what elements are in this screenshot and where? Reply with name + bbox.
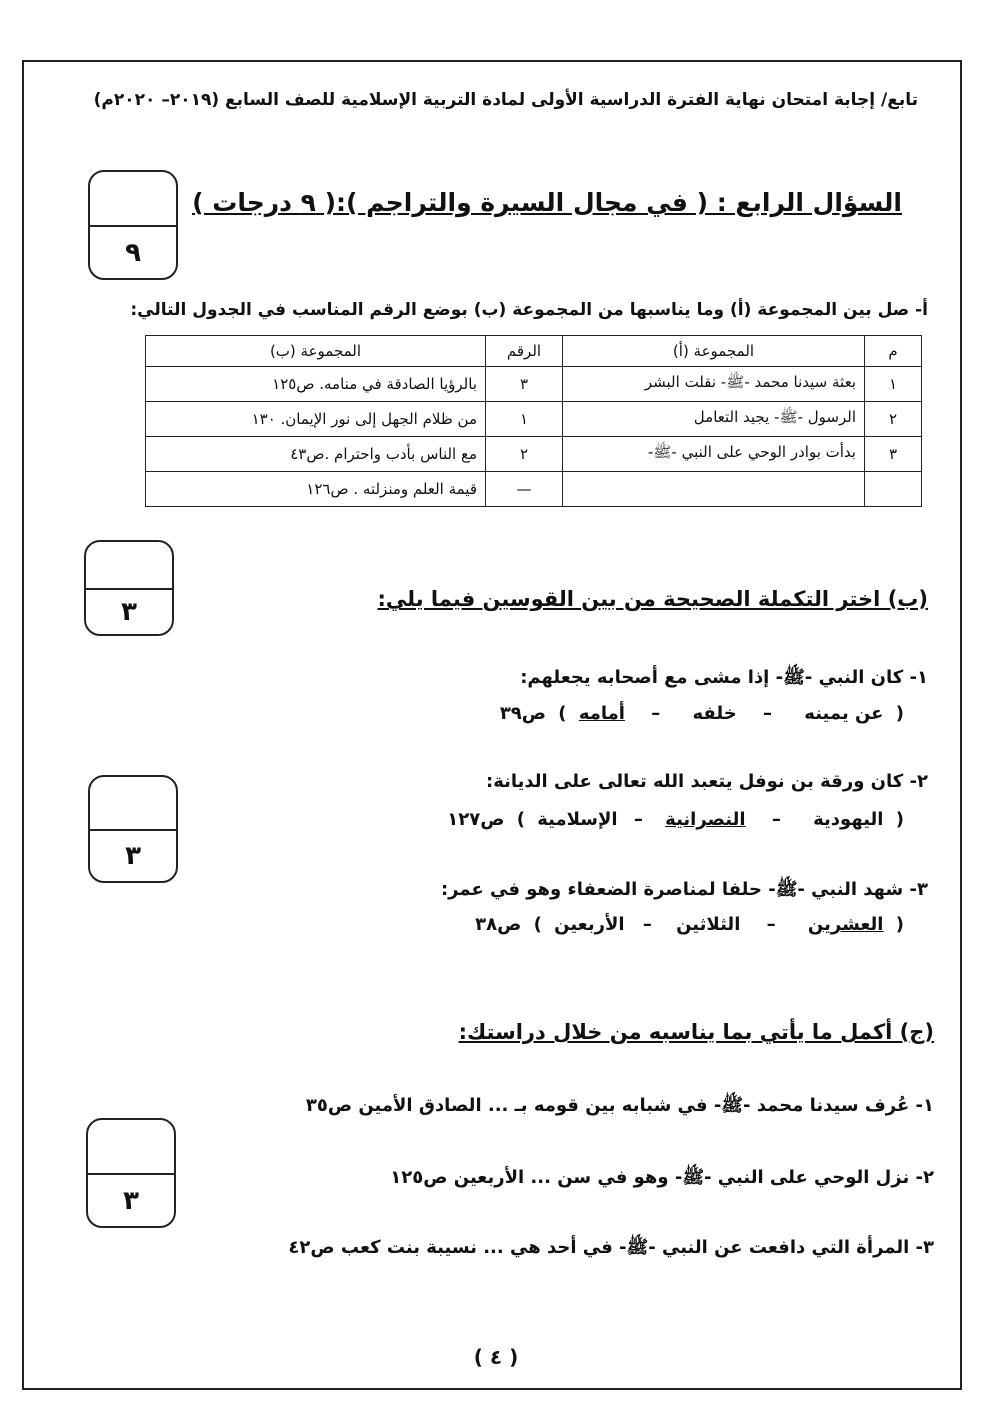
group-a-cell: بعثة سيدنا محمد -ﷺ- نقلت البشر — [563, 367, 865, 402]
option: عن يمينه — [804, 703, 884, 724]
score-box-part-b — [84, 540, 174, 636]
header-group-a: المجموعة (أ) — [563, 336, 865, 367]
page-ref: ص٣٩ — [499, 703, 547, 724]
option-correct: النصرانية — [665, 809, 746, 830]
part-b-options-1: ( عن يمينه – خلفه – أمامه ) ص٣٩ — [499, 703, 904, 724]
group-a-cell: الرسول -ﷺ- يجيد التعامل — [563, 402, 865, 437]
row-index: ١ — [865, 367, 922, 402]
group-b-cell: بالرؤيا الصادقة في منامه. ص١٢٥ — [146, 367, 486, 402]
question-4-title: السؤال الرابع : ( في مجال السيرة والتراجم ):( ٩ درجات ) — [192, 188, 902, 217]
group-b-cell: قيمة العلم ومنزلته . ص١٢٦ — [146, 472, 486, 507]
part-b-question-1: ١- كان النبي -ﷺ- إذا مشى مع أصحابه يجعلهم: — [520, 667, 928, 688]
part-c-item-3: ٣- المرأة التي دافعت عن النبي -ﷺ- في أحد هي ... نسيبة بنت كعب ص٤٢ — [288, 1237, 934, 1258]
option-correct: أمامه — [578, 703, 625, 724]
table-row — [146, 437, 922, 472]
header-group-b: المجموعة (ب) — [146, 336, 486, 367]
part-b-options-2: ( اليهودية – النصرانية – الإسلامية ) ص١٢٧ — [447, 809, 904, 830]
table-row — [146, 402, 922, 437]
part-a-instruction: أ- صل بين المجموعة (أ) وما يناسبها من المجموعة (ب) بوضع الرقم المناسب في الجدول التالي: — [130, 300, 928, 320]
row-index: ٣ — [865, 437, 922, 472]
header-number: الرقم — [486, 336, 563, 367]
option: الثلاثين — [676, 914, 741, 935]
number-cell: — — [486, 472, 563, 507]
group-b-cell: من ظلام الجهل إلى نور الإيمان. ١٣٠ — [146, 402, 486, 437]
option: الأربعين — [554, 914, 625, 935]
score-value: ٩ — [125, 237, 141, 268]
page-header: تابع/ إجابة امتحان نهاية الفترة الدراسية الأولى لمادة التربية الإسلامية للصف السابع (٢٠١٩– ٢٠٢٠م) — [93, 90, 918, 110]
number-cell: ٣ — [486, 367, 563, 402]
row-index: ٢ — [865, 402, 922, 437]
table-header-row — [146, 336, 922, 367]
score-value: ٣ — [123, 1185, 139, 1216]
score-box-question-4 — [88, 170, 178, 280]
part-c-item-2: ٢- نزل الوحي على النبي -ﷺ- وهو في سن ... الأربعين ص١٢٥ — [390, 1167, 934, 1188]
page-number: ( ٤ ) — [473, 1345, 519, 1369]
page-ref: ص٣٨ — [475, 914, 522, 935]
header-m: م — [865, 336, 922, 367]
row-index — [865, 472, 922, 507]
part-b-question-3: ٣- شهد النبي -ﷺ- حلفا لمناصرة الضعفاء وهو في عمر: — [440, 879, 928, 900]
part-b-question-2: ٢- كان ورقة بن نوفل يتعبد الله تعالى على الديانة: — [486, 771, 928, 792]
option: خلفه — [692, 703, 737, 724]
score-value: ٣ — [125, 841, 141, 872]
score-box-part-b-2 — [88, 775, 178, 883]
group-a-cell: بدأت بوادر الوحي على النبي -ﷺ- — [563, 437, 865, 472]
option: الإسلامية — [537, 809, 618, 830]
table-row — [146, 367, 922, 402]
score-box-part-c — [86, 1118, 176, 1228]
part-c-title: (ج) أكمل ما يأتي بما يناسبه من خلال دراستك: — [458, 1020, 934, 1044]
score-value: ٣ — [121, 596, 137, 627]
group-a-cell — [563, 472, 865, 507]
group-b-cell: مع الناس بأدب واحترام .ص٤٣ — [146, 437, 486, 472]
part-c-item-1: ١- عُرف سيدنا محمد -ﷺ- في شبابه بين قومه بـ ... الصادق الأمين ص٣٥ — [305, 1095, 934, 1116]
matching-table — [145, 335, 922, 507]
number-cell: ١ — [486, 402, 563, 437]
part-b-options-3: ( العشرين – الثلاثين – الأربعين ) ص٣٨ — [475, 914, 904, 935]
table-row — [146, 472, 922, 507]
number-cell: ٢ — [486, 437, 563, 472]
option-correct: العشرين — [807, 914, 884, 935]
page-ref: ص١٢٧ — [447, 809, 505, 830]
option: اليهودية — [813, 809, 884, 830]
part-b-title: (ب) اختر التكملة الصحيحة من بين القوسين فيما يلي: — [377, 587, 928, 611]
